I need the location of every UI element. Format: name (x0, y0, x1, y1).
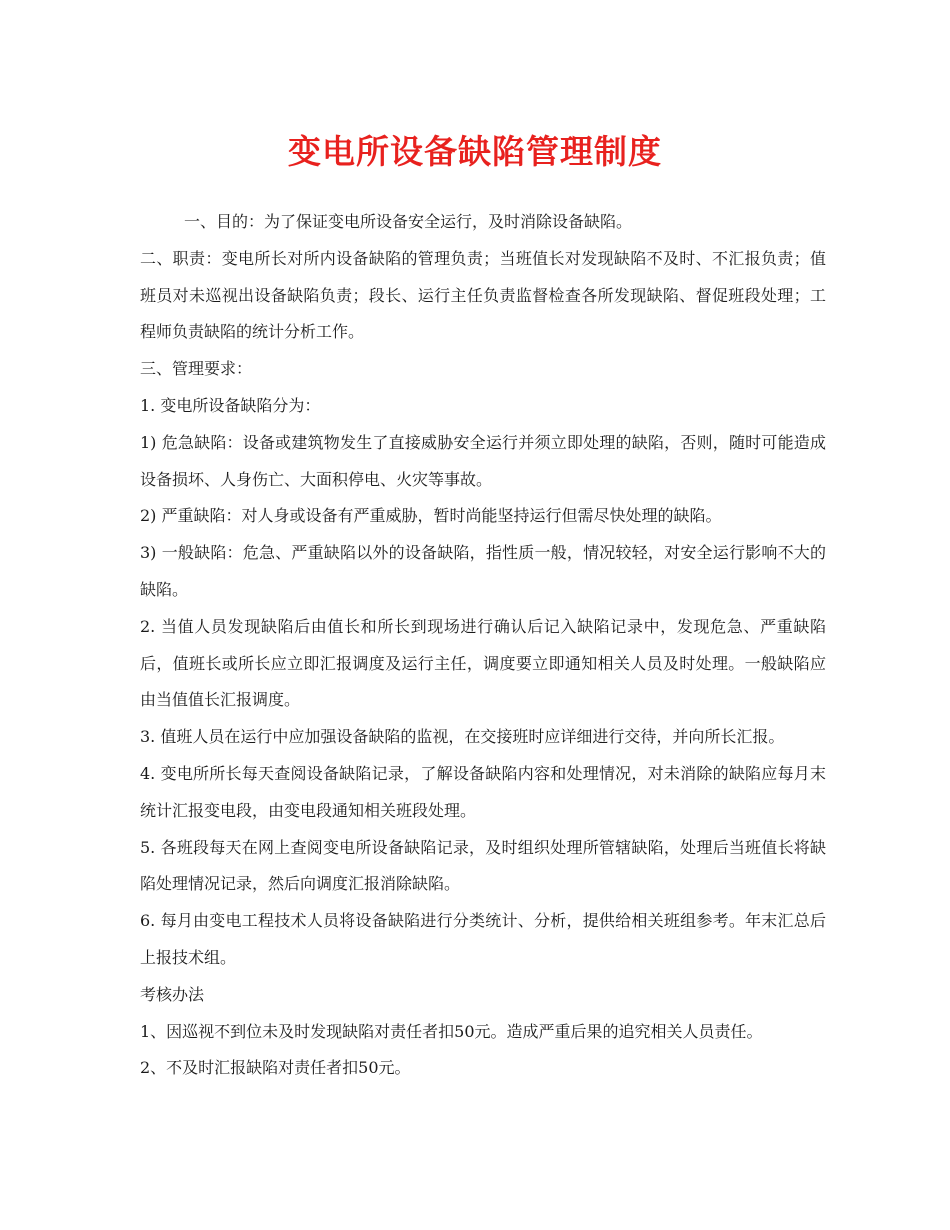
paragraph-item-6: 6. 每月由变电工程技术人员将设备缺陷进行分类统计、分析，提供给相关班组参考。年末汇总后上报技术组。 (140, 911, 826, 967)
paragraph-assessment-2: 2、不及时汇报缺陷对责任者扣50元。 (140, 1058, 411, 1078)
paragraph-item-5: 5. 各班段每天在网上查阅变电所设备缺陷记录，及时组织处理所管辖缺陷，处理后当班值长将缺陷处理情况记录，然后向调度汇报消除缺陷。 (140, 837, 826, 894)
paragraph-item-2: 2. 当值人员发现缺陷后由值长和所长到现场进行确认后记入缺陷记录中，发现危急、严重缺陷后，值班长或所长应立即汇报调度及运行主任，调度要立即通知相关人员及时处理。一般缺陷应由当值值长汇报调度。 (140, 616, 826, 710)
document-title: 变电所设备缺陷管理制度 (288, 132, 662, 171)
paragraph-item-3: 3. 值班人员在运行中应加强设备缺陷的监视，在交接班时应详细进行交待，并向所长汇报。 (140, 727, 785, 747)
paragraph-responsibilities: 二、职责：变电所长对所内设备缺陷的管理负责；当班值长对发现缺陷不及时、不汇报负责；值班员对未巡视出设备缺陷负责；段长、运行主任负责监督检查各所发现缺陷、督促班段处理；工程师负责缺陷的统计分析工作。 (140, 248, 826, 342)
paragraph-general-defect: 3) 一般缺陷：危急、严重缺陷以外的设备缺陷，指性质一般，情况较轻，对安全运行影响不大的缺陷。 (140, 543, 826, 599)
paragraph-assessment-heading: 考核办法 (140, 984, 205, 1004)
paragraph-assessment-1: 1、因巡视不到位未及时发现缺陷对责任者扣50元。造成严重后果的追究相关人员责任。 (140, 1021, 763, 1041)
paragraph-serious-defect: 2) 严重缺陷：对人身或设备有严重威胁，暂时尚能坚持运行但需尽快处理的缺陷。 (140, 506, 722, 526)
paragraph-requirements-heading: 三、管理要求： (140, 359, 253, 379)
paragraph-critical-defect: 1) 危急缺陷：设备或建筑物发生了直接威胁安全运行并须立即处理的缺陷，否则，随时可能造成设备损坏、人身伤亡、大面积停电、火灾等事故。 (140, 432, 826, 489)
document-body (140, 204, 826, 1087)
paragraph-defect-classes: 1. 变电所设备缺陷分为： (140, 395, 321, 415)
paragraph-purpose: 一、目的：为了保证变电所设备安全运行，及时消除设备缺陷。 (184, 212, 633, 231)
paragraph-item-4: 4. 变电所所长每天查阅设备缺陷记录，了解设备缺陷内容和处理情况，对未消除的缺陷应每月末统计汇报变电段，由变电段通知相关班段处理。 (140, 763, 826, 820)
